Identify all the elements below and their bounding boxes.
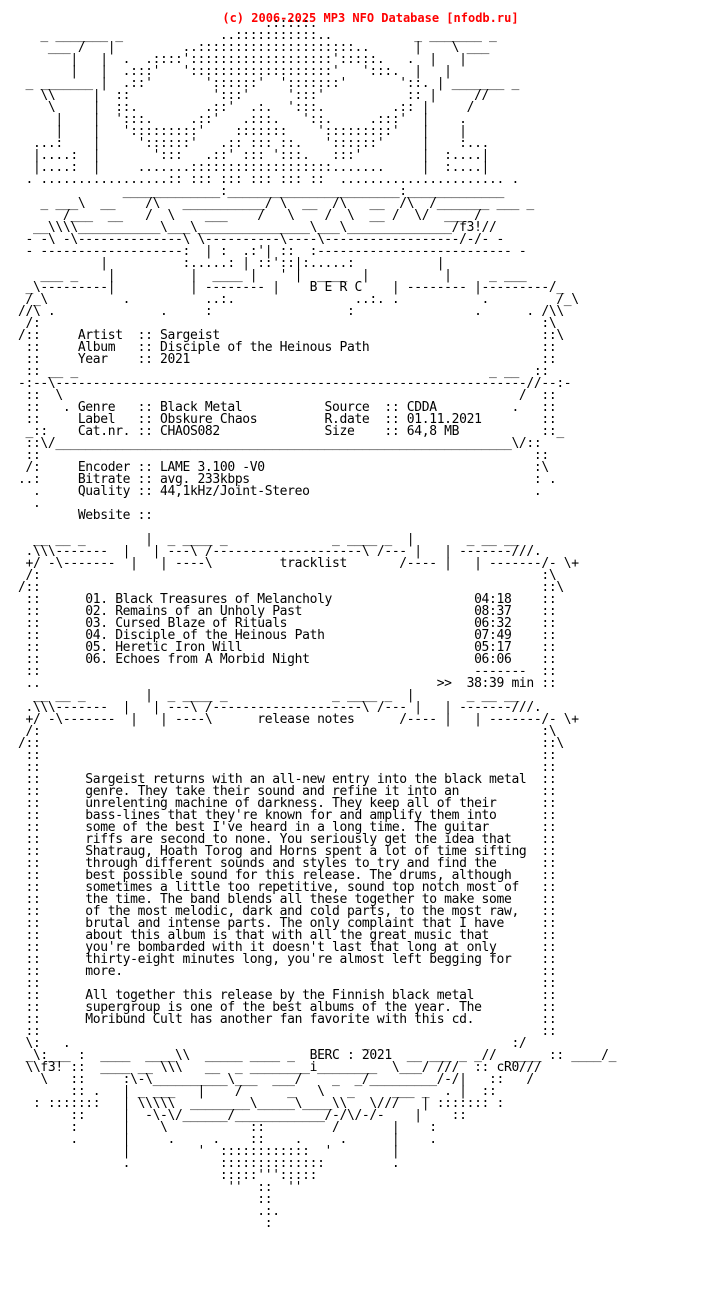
nfo-line: | | . .::::':::::::::::::::::::':::::. . | |	[18, 52, 467, 67]
nfo-line: \ :: :\-\__________\___ ___/ _ _/_________/-/| :: /	[18, 1072, 534, 1087]
nfo-ascii-art	[18, 18, 616, 1230]
nfo-line: +/ -\------- | | ----\ tracklist /---- | | -------/- \+	[18, 556, 579, 571]
nfo-line: : | \ :: / | :	[18, 1120, 437, 1135]
nfo-line: :: some of the best I've heard in a long time. The guitar ::	[18, 820, 557, 835]
nfo-line: :: 04. Disciple of the Heinous Path 07:49 ::	[18, 628, 557, 643]
nfo-line: :: Sargeist returns with an all-new entry into the black metal ::	[18, 772, 557, 787]
nfo-line: :: __ _ _ __ ::	[18, 364, 549, 379]
nfo-line: . | . . :: . . | .	[18, 1132, 437, 1147]
nfo-line: :: best possible sound for this release. The drums, although ::	[18, 868, 557, 883]
nfo-line: /: :\	[18, 568, 557, 583]
nfo-line: ___ _ | | ____ | ' | ____ | | _ ___	[18, 268, 527, 283]
nfo-line: :: unrelenting machine of darkness. They keep all of their ::	[18, 796, 557, 811]
nfo-line: _ ___\ __ /\ ___________/ \ __ /\ __ /\ /_______ ___ _	[18, 196, 534, 211]
nfo-line: :: riffs are second to none. You seriously get the idea that ::	[18, 832, 557, 847]
nfo-line: :: Label :: Obskure Chaos R.date :: 01.11.2021 ::	[18, 412, 557, 427]
nfo-line: :: brutal and intense parts. The only complaint that I have ::	[18, 916, 557, 931]
nfo-line: /___ __ / \ ___ / \ / \ __ / \/ ___ /	[18, 208, 482, 223]
nfo-line: /:: ::\	[18, 580, 564, 595]
nfo-line: | ' :::::::::::: ' |	[18, 1144, 400, 1159]
nfo-line: :: you're bombarded with it doesn't last that long at only ::	[18, 940, 557, 955]
nfo-line: |....: | .......:::::::::::::::::::....... | :....|	[18, 160, 490, 175]
nfo-line: :: genre. They take their sound and refine it into an ::	[18, 784, 557, 799]
nfo-line: :: . | _ ___ | / _ \ _ ___ _ . | ::	[18, 1084, 497, 1099]
nfo-line: .:.	[18, 1204, 280, 1219]
nfo-line: : ::::::: | \\\\\ ________\_____\____\\ \/// | ::::::: :	[18, 1096, 504, 1111]
nfo-line: :: the time. The band blends all these together to make some ::	[18, 892, 557, 907]
nfo-line: /: Encoder :: LAME 3.100 -V0 :\	[18, 460, 549, 475]
header-bar	[0, 0, 712, 25]
nfo-line: :: of the most melodic, dark and cold parts, to the most raw, ::	[18, 904, 557, 919]
nfo-line: _____________:_______________________:_____________	[18, 184, 504, 199]
nfo-line: __ __ _ | _ ____ _ _ ____ _ | _ __ __	[18, 532, 519, 547]
nfo-line: . .................:: ::: ::: ::: ::: :: ...................... .	[18, 172, 519, 187]
nfo-line: :: ::	[18, 448, 549, 463]
nfo-line: :: ------- ::	[18, 664, 557, 679]
nfo-line: \: . _ :/	[18, 1036, 527, 1051]
nfo-line: - -------------------: | : .:'| :: :-------------------------- -	[18, 244, 527, 259]
nfo-line: :: through different sounds and styles to try and find the ::	[18, 856, 557, 871]
nfo-line: _ _______ _ ..:::::::::::.. _ _______ _	[18, 28, 497, 43]
nfo-line: Website ::	[18, 508, 153, 523]
nfo-line: :: supergroup is one of the best albums of the year. The ::	[18, 1000, 557, 1015]
nfo-line: :: 06. Echoes from A Morbid Night 06:06 ::	[18, 652, 557, 667]
nfo-line: ___ / | ..:::::::::::::::::::::.. | \ ___	[18, 40, 490, 55]
nfo-line: __ __ _ | _ ____ _ _ ____ _ | _ __ __	[18, 688, 519, 703]
nfo-line: :	[18, 1216, 273, 1231]
nfo-line: /:: ::\	[18, 736, 564, 751]
nfo-line: | | .:::' ':::::::::::::::::::' ':::. | |	[18, 64, 452, 79]
nfo-line: _ _______ | .::' '::::::' ':::::::' '::. | _______ _	[18, 76, 519, 91]
nfo-line: :: thirty-eight minutes long, you're almost left begging for ::	[18, 952, 557, 967]
nfo-line: :: All together this release by the Finnish black metal ::	[18, 988, 557, 1003]
nfo-line: :: | -\-\/______/____________/-/\/-/- | ::	[18, 1108, 467, 1123]
nfo-line: :: 03. Cursed Blaze of Rituals 06:32 ::	[18, 616, 557, 631]
nfo-line: \\f3! :: ____ __ \\\ __ _ ________i________ \___/ /// :: cR0///	[18, 1060, 542, 1075]
nfo-line: //\ . . : : . . /\\	[18, 304, 564, 319]
nfo-line: :: ::	[18, 1024, 557, 1039]
nfo-line: :: 01. Black Treasures of Melancholy 04:18 ::	[18, 592, 557, 607]
nfo-line: /:: Artist :: Sargeist ::\	[18, 328, 564, 343]
nfo-line: .:::::.	[18, 16, 318, 31]
nfo-line: :: about this album is that with all the great music that ::	[18, 928, 557, 943]
nfo-line: | :.....: | ::'::|:.....: |	[18, 256, 445, 271]
nfo-line: :: \ / ::	[18, 388, 557, 403]
nfo-line: /: :\	[18, 316, 557, 331]
nfo-line: ...: | '::::::' .:: ::: ::. '::::::' | :...	[18, 136, 490, 151]
nfo-line: ::	[18, 1192, 273, 1207]
nfo-line: :: bass-lines that they're known for and amplify them into ::	[18, 808, 557, 823]
nfo-line: . Quality :: 44,1kHz/Joint-Stereo .	[18, 484, 542, 499]
nfo-line: | | ':::::::::' ::::::: ':::::::::' | |	[18, 124, 467, 139]
nfo-line: _\---------| | -------- | B E R C | -------- |---------/_	[18, 280, 564, 295]
nfo-line: .	[18, 496, 41, 511]
nfo-line: ..: Bitrate :: avg. 233kbps : .	[18, 472, 557, 487]
nfo-line: :: sometimes a little too repetitive, sound top notch most of ::	[18, 880, 557, 895]
nfo-line: - -\ -\--------------\ \----------\----\------------------/-/- -	[18, 232, 504, 247]
nfo-line: /: :\	[18, 724, 557, 739]
nfo-line: .\\\------- | | ---\ /--------------------\ /--- | | -------///.	[18, 700, 542, 715]
nfo-line: .\\\------- | | ---\ /--------------------\ /--- | | -------///.	[18, 544, 542, 559]
nfo-line: __\\\\___________\___\_______________\___\______________/f3!//	[18, 220, 497, 235]
nfo-line: :: . Genre :: Black Metal Source :: CDDA . ::	[18, 400, 557, 415]
nfo-line: +/ -\------- | | ----\ release notes /---- | | -------/- \+	[18, 712, 579, 727]
site-title-link[interactable]: (c) 2006-2025 MP3 NFO Database [nfodb.ru]	[222, 11, 519, 25]
nfo-line: :: Moribund Cult has another fan favorite with this cd. ::	[18, 1012, 557, 1027]
nfo-line: :: Album :: Disciple of the Heinous Path ::	[18, 340, 557, 355]
nfo-line: :: Shatraug, Hoath Torog and Horns spent a lot of time sifting ::	[18, 844, 557, 859]
nfo-line: ::\/_____________________________________________________________\/::	[18, 436, 542, 451]
nfo-line: . :::::::::::::: .	[18, 1156, 400, 1171]
nfo-line: _\:___ : ____ ____\\ _____ ____ _ BERC : 2021 __ ___ _ _// ____ :: ____/_	[18, 1048, 617, 1063]
nfo-line: /_\ . ..:. ..:. . . /_\	[18, 292, 579, 307]
nfo-line: '' :: ''	[18, 1180, 303, 1195]
nfo-line: :: ::	[18, 748, 557, 763]
nfo-line: :::::''':::::	[18, 1168, 318, 1183]
nfo-line: :: Year :: 2021 ::	[18, 352, 557, 367]
nfo-line: :: ::	[18, 760, 557, 775]
nfo-line: :: more. ::	[18, 964, 557, 979]
nfo-line: _:: Cat.nr. :: CHAOS082 Size :: 64,8 MB ::_	[18, 424, 564, 439]
nfo-line: .. >> 38:39 min ::	[18, 676, 557, 691]
nfo-line: -:--\---------------------------------------------------------------//--:-	[18, 376, 572, 391]
nfo-line: :: 05. Heretic Iron Will 05:17 ::	[18, 640, 557, 655]
nfo-line: | | ':::. .::' .:::. '::. .:::' | .	[18, 112, 467, 127]
nfo-line: :: ::	[18, 976, 557, 991]
nfo-line: :: 02. Remains of an Unholy Past 08:37 ::	[18, 604, 557, 619]
nfo-line: \ | ::. .::' .:. ':::. .:: | /	[18, 100, 475, 115]
nfo-line: \\ | :: ':::' ':::' :: | //	[18, 88, 490, 103]
nfo-line: |....: | '::: .::' ::: ':::. :::' | :....|	[18, 148, 490, 163]
